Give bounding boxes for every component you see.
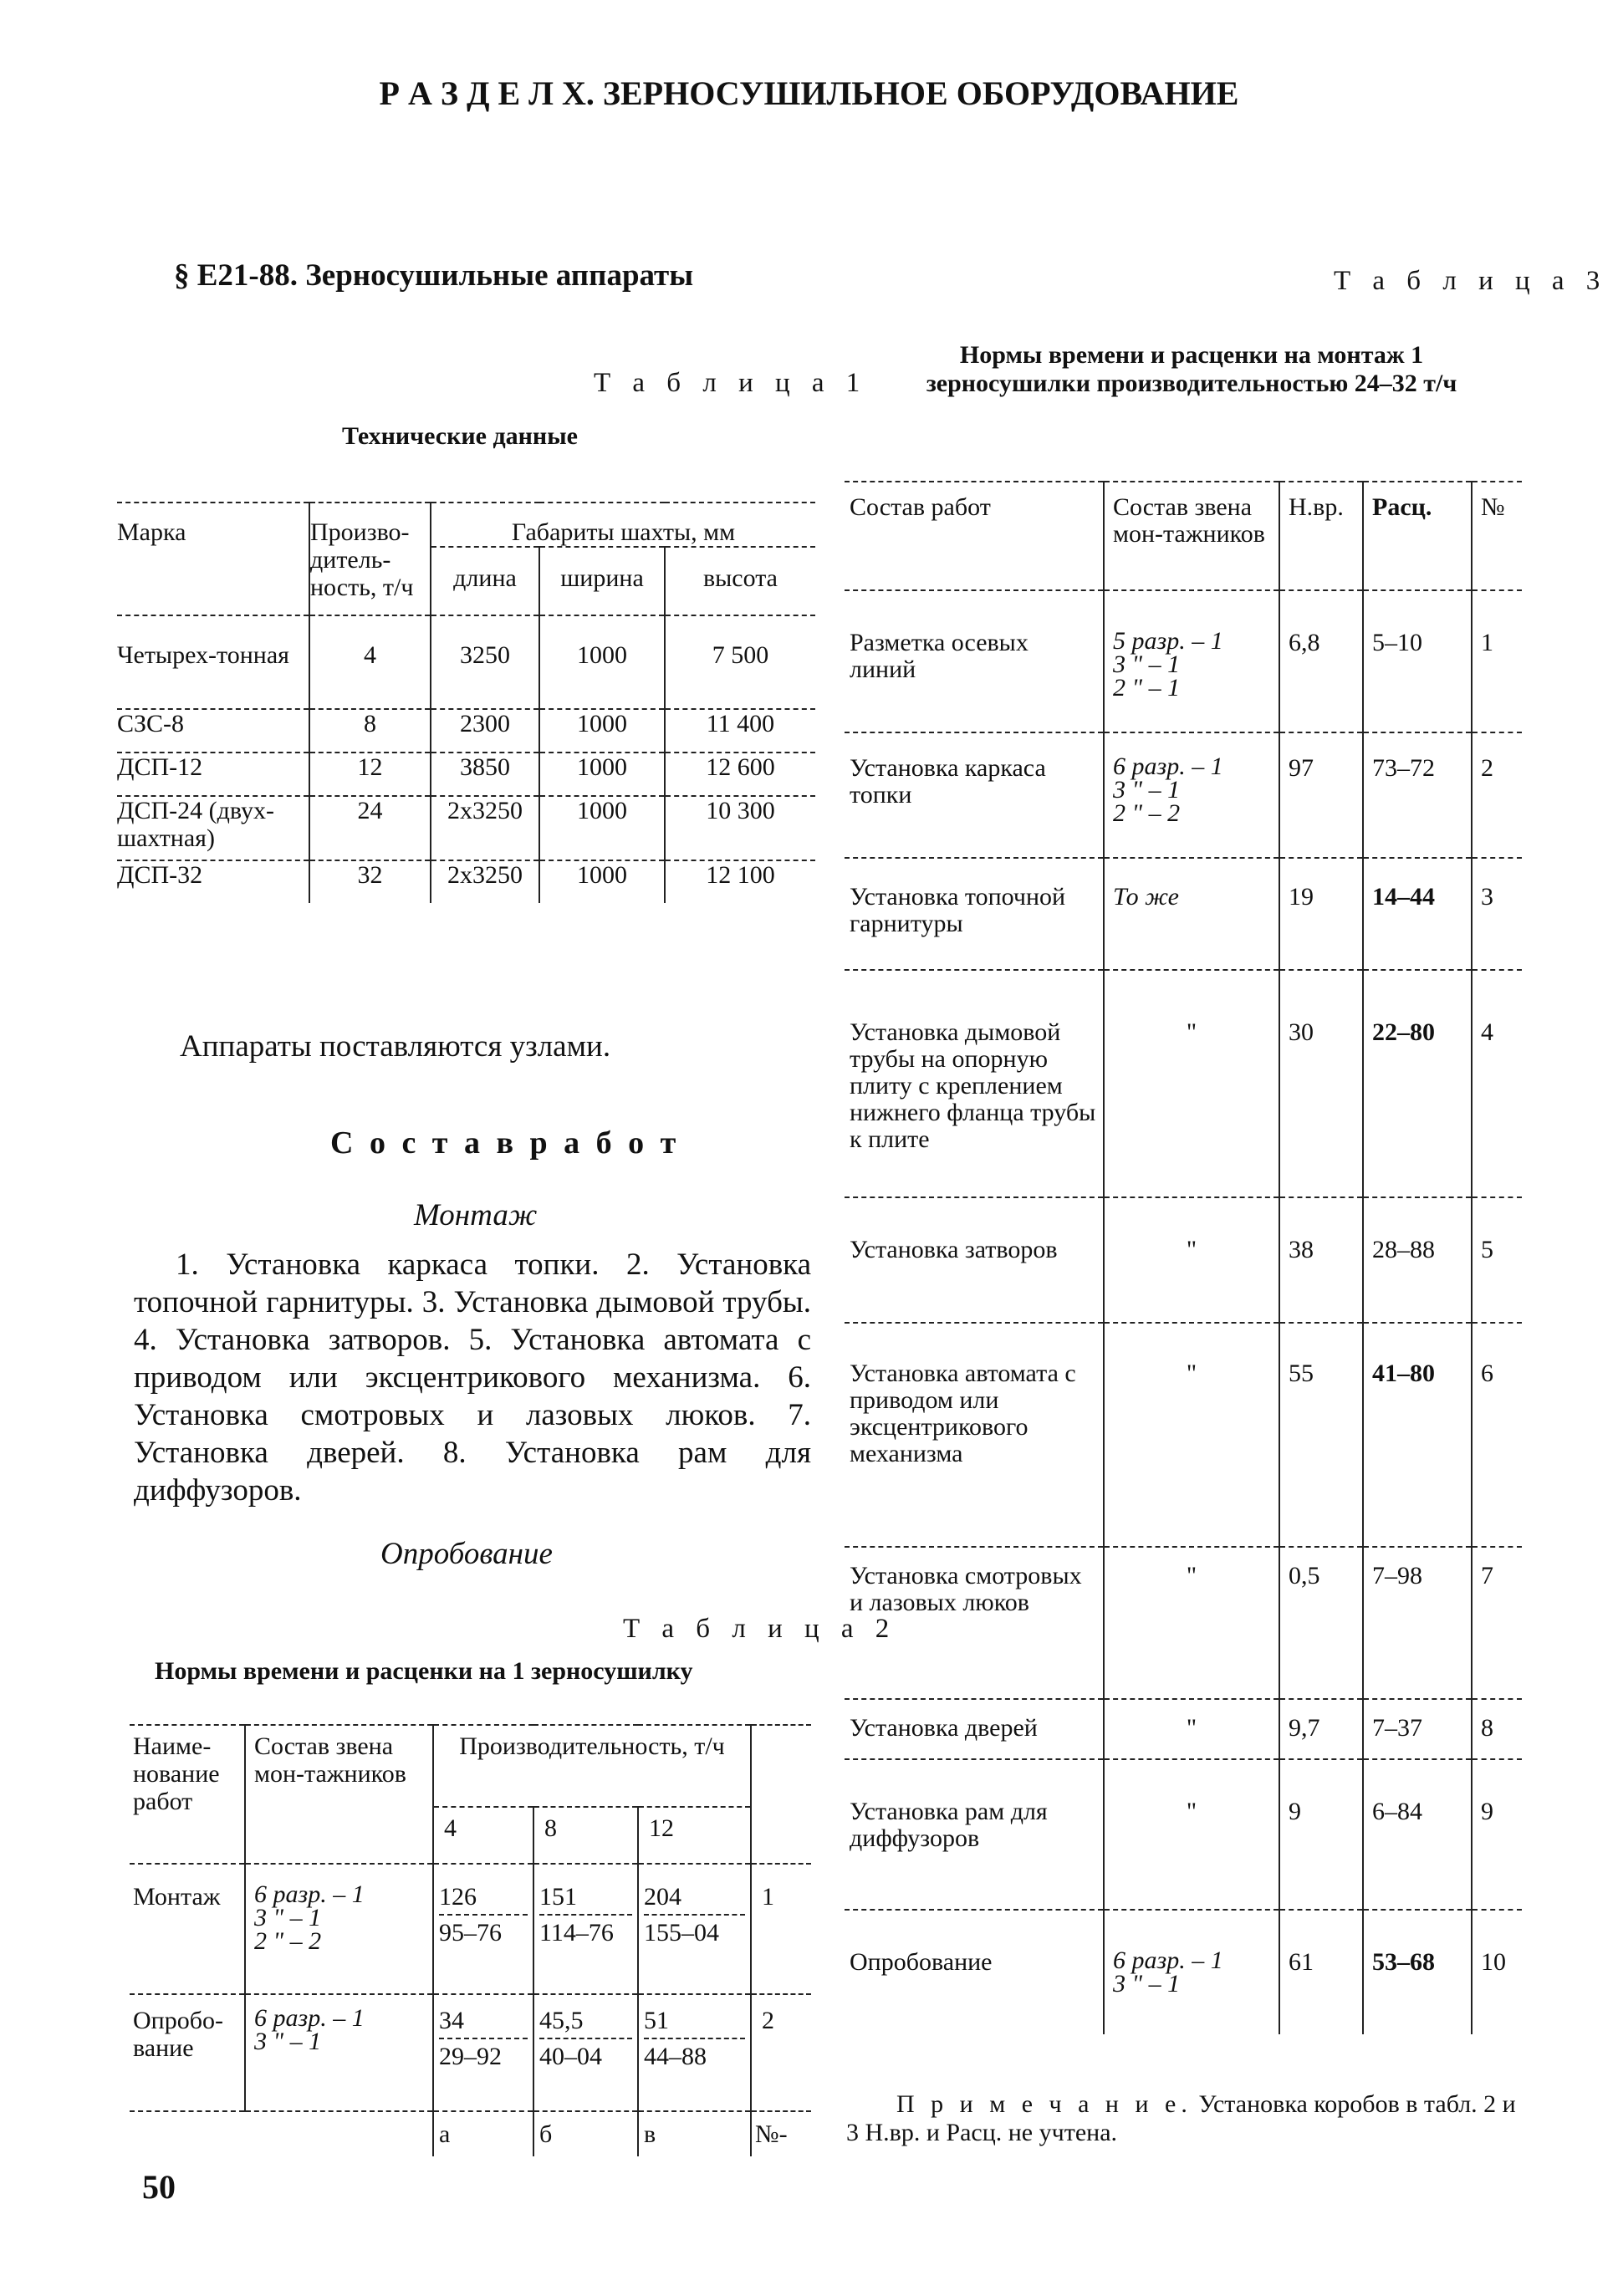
page-number: 50 [142, 2168, 176, 2206]
table-row: Монтаж 6 разр. – 1 3 " – 1 2 " – 2 126 95–76 151 114–76 204 155–04 1 [130, 1864, 811, 1994]
table-row: Установка смотровых и лазовых люков " 0,5 7–98 7 [845, 1547, 1522, 1699]
table-row: Опробо-вание 6 разр. – 1 3 " – 1 34 29–92 45,5 40–04 51 44–88 2 [130, 1994, 811, 2111]
mounting-heading: Монтаж [414, 1198, 538, 1232]
table3-header-norm: Н.вр. [1279, 482, 1363, 590]
table-row: Установка дверей " 9,7 7–37 8 [845, 1699, 1522, 1759]
table2-label: Т а б л и ц а 2 [623, 1614, 897, 1644]
testing-heading: Опробование [380, 1537, 553, 1571]
table-row: Установка рам для диффузоров " 9 6–84 9 [845, 1759, 1522, 1910]
table-note [846, 2090, 1528, 2147]
table1-label: Т а б л и ц а 1 [594, 368, 868, 398]
table3-label: Т а б л и ц а 3 [1334, 266, 1608, 296]
table-row: ДСП-12 12 3850 1000 12 600 [117, 753, 815, 796]
table-row: ДСП-32 32 2х3250 1000 12 100 [117, 860, 815, 903]
table3-caption: Нормы времени и расценки на монтаж 1 зерносушилки производительностью 24–32 т/ч [926, 341, 1457, 397]
table-row: СЗС-8 8 2300 1000 11 400 [117, 709, 815, 753]
table1-header-width: ширина [539, 547, 665, 615]
table1-header-height: высота [665, 547, 815, 615]
note-label: П р и м е ч а н и е. [896, 2090, 1192, 2118]
table1-header-capacity: Произво-дитель-ность, т/ч [309, 503, 431, 615]
table3-header-num: № [1472, 482, 1522, 590]
table-row: Установка каркаса топки 6 разр. – 1 3 " – 1 2 " – 2 97 73–72 2 [845, 732, 1522, 858]
table-row: Установка автомата с приводом или эксцентрикового механизма " 55 41–80 6 [845, 1323, 1522, 1547]
table2-header-c1: 4 [433, 1807, 533, 1864]
table1-header-length: длина [431, 547, 539, 615]
table2-header-c2: 8 [533, 1807, 638, 1864]
table3 [845, 481, 1522, 2034]
note-text: Установка коробов в табл. 2 и 3 Н.вр. и Расц. не учтена. [846, 2090, 1516, 2146]
table2-header-work: Наиме-нование работ [130, 1725, 245, 1864]
table2-header-capacity: Производительность, т/ч [433, 1725, 751, 1807]
table-row: ДСП-24 (двух-шахтная) 24 2х3250 1000 10 300 [117, 796, 815, 860]
table2-header-c3: 12 [638, 1807, 751, 1864]
table1-header-brand: Марка [117, 503, 309, 615]
table-row: Четырех-тонная 4 3250 1000 7 500 [117, 615, 815, 709]
table-row: Установка дымовой трубы на опорную плиту с креплением нижнего фланца трубы к плите " 30 22–80 4 [845, 970, 1522, 1197]
table3-header-crew: Состав звена мон-тажников [1104, 482, 1279, 590]
table1-header-dims: Габариты шахты, мм [431, 503, 815, 547]
table2 [130, 1724, 811, 2156]
table2-caption: Нормы времени и расценки на 1 зерносушилку [155, 1657, 693, 1685]
table-row: Установка топочной гарнитуры То же 19 14–44 3 [845, 858, 1522, 970]
works-heading: С о с т а в р а б о т [330, 1125, 681, 1161]
table-row: Установка затворов " 38 28–88 5 [845, 1197, 1522, 1323]
table-row: Опробование 6 разр. – 1 3 " – 1 61 53–68 10 [845, 1910, 1522, 2034]
table1 [117, 502, 815, 903]
paragraph-title: § Е21-88. Зерносушильные аппараты [174, 258, 694, 293]
table3-header-work: Состав работ [845, 482, 1104, 590]
table-row: Разметка осевых линий 5 разр. – 1 3 " – 1 2 " – 1 6,8 5–10 1 [845, 590, 1522, 732]
supply-note: Аппараты поставляются узлами. [180, 1029, 611, 1064]
table2-footer-row: а б в №- [130, 2111, 811, 2156]
section-heading: Р А З Д Е Л X. ЗЕРНОСУШИЛЬНОЕ ОБОРУДОВАНИЕ [379, 74, 1239, 112]
mounting-text: 1. Установка каркаса топки. 2. Установка топочной гарнитуры. 3. Установка дымовой трубы. 4. Установка затворов. 5. Установка автомата с приводом или эксцентрикового механизма. 6. Установка смотровых и лазовых люков. 7. Установка дверей. 8. Установка рам для диффузоров. [134, 1247, 811, 1508]
table1-caption: Технические данные [342, 422, 578, 450]
table2-header-crew: Состав звена мон-тажников [245, 1725, 433, 1864]
table3-header-price: Расц. [1363, 482, 1472, 590]
